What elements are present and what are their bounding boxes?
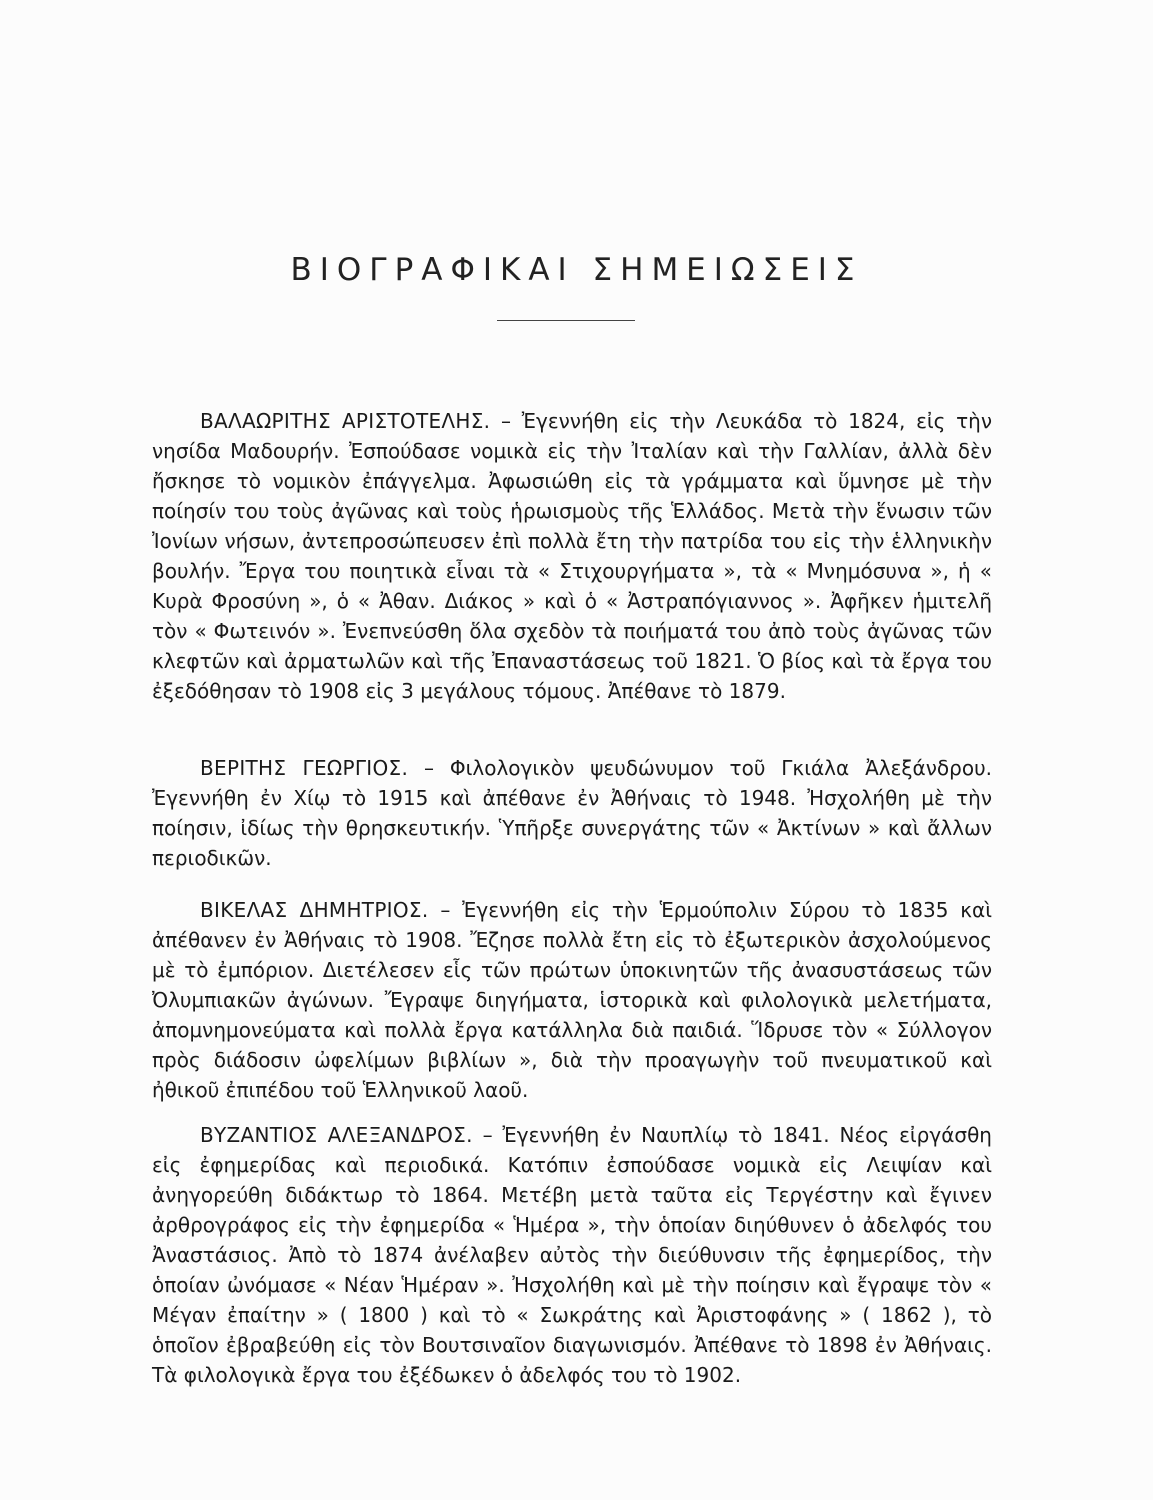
biography-entry — [152, 753, 992, 873]
entry-name: ΒΕΡΙΤΗΣ ΓΕΩΡΓΙΟΣ. — [200, 756, 409, 780]
entry-text: – Ἐγεννήθη ἐν Ναυπλίῳ τὸ 1841. Νέος εἰργάσθη εἰς ἐφημερίδας καὶ περιοδικά. Κατόπιν ἐσπούδασε νομικὰ εἰς Λειψίαν καὶ ἀνηγορεύθη διδάκτωρ τὸ 1864. Μετέβη μετὰ ταῦτα εἰς Τεργέστην καὶ ἔγινεν ἀρθρογράφος εἰς τὴν ἐφημερίδα « Ἡμέρα », τὴν ὁποίαν διηύθυνεν ὁ ἀδελφός του Ἀναστάσιος. Ἀπὸ τὸ 1874 ἀνέλαβεν αὐτὸς τὴν διεύθυνσιν τῆς ἐφημερίδος, τὴν ὁποίαν ὠνόμασε « Νέαν Ἡμέραν ». Ἠσχολήθη καὶ μὲ τὴν ποίησιν καὶ ἔγραψε τὸν « Μέγαν ἐπαίτην » ( 1800 ) καὶ τὸ « Σωκράτης καὶ Ἀριστοφάνης » ( 1862 ), τὸ ὁποῖον ἐβραβεύθη εἰς τὸν Βουτσιναῖον διαγωνισμόν. Ἀπέθανε τὸ 1898 ἐν Ἀθήναις. Τὰ φιλολογικὰ ἔργα του ἐξέδωκεν ὁ ἀδελφός του τὸ 1902. — [152, 1123, 992, 1387]
entry-name: ΒΑΛΑΩΡΙΤΗΣ ΑΡΙΣΤΟΤΕΛΗΣ. — [200, 409, 491, 433]
entry-name: ΒΥΖΑΝΤΙΟΣ ΑΛΕΞΑΝΔΡΟΣ. — [200, 1123, 473, 1147]
entry-text: – Ἐγεννήθη εἰς τὴν Ἑρμούπολιν Σύρου τὸ 1835 καὶ ἀπέθανεν ἐν Ἀθήναις τὸ 1908. Ἔζησε πολλὰ ἔτη εἰς τὸ ἐξωτερικὸν ἀσχολούμενος μὲ τὸ ἐμπόριον. Διετέλεσεν εἷς τῶν πρώτων ὑποκινητῶν τῆς ἀνασυστάσεως τῶν Ὀλυμπιακῶν ἀγώνων. Ἔγραψε διηγήματα, ἱστορικὰ καὶ φιλολογικὰ μελετήματα, ἀπομνημονεύματα καὶ πολλὰ ἔργα κατάλληλα διὰ παιδιά. Ἵδρυσε τὸν « Σύλλογον πρὸς διάδοσιν ὠφελίμων βιβλίων », διὰ τὴν προαγωγὴν τοῦ πνευματικοῦ καὶ ἠθικοῦ ἐπιπέδου τοῦ Ἑλληνικοῦ λαοῦ. — [152, 898, 992, 1102]
biography-entry — [152, 1120, 992, 1390]
entry-text: – Φιλολογικὸν ψευδώνυμον τοῦ Γκιάλα Ἀλεξάνδρου. Ἐγεννήθη ἐν Χίῳ τὸ 1915 καὶ ἀπέθανε ἐν Ἀθήναις τὸ 1948. Ἠσχολήθη μὲ τὴν ποίησιν, ἰδίως τὴν θρησκευτικήν. Ὑπῆρξε συνεργάτης τῶν « Ἀκτίνων » καὶ ἄλλων περιοδικῶν. — [152, 756, 993, 870]
entry-text: – Ἐγεννήθη εἰς τὴν Λευκάδα τὸ 1824, εἰς τὴν νησίδα Μαδουρήν. Ἐσπούδασε νομικὰ εἰς τὴν Ἰταλίαν καὶ τὴν Γαλλίαν, ἀλλὰ δὲν ἤσκησε τὸ νομικὸν ἐπάγγελμα. Ἀφωσιώθη εἰς τὰ γράμματα καὶ ὕμνησε μὲ τὴν ποίησίν του τοὺς ἀγῶνας καὶ τοὺς ἡρωισμοὺς τῆς Ἑλλάδος. Μετὰ τὴν ἕνωσιν τῶν Ἰονίων νήσων, ἀντεπροσώπευσεν ἐπὶ πολλὰ ἔτη τὴν πατρίδα του εἰς τὴν ἑλληνικὴν βουλήν. Ἔργα του ποιητικὰ εἶναι τὰ « Στιχουργήματα », τὰ « Μνημόσυνα », ἡ « Κυρὰ Φροσύνη », ὁ « Ἀθαν. Διάκος » καὶ ὁ « Ἀστραπόγιαννος ». Ἀφῆκεν ἡμιτελῆ τὸν « Φωτεινόν ». Ἐνεπνεύσθη ὅλα σχεδὸν τὰ ποιήματά του ἀπὸ τοὺς ἀγῶνας τῶν κλεφτῶν καὶ ἀρματωλῶν καὶ τῆς Ἐπαναστάσεως τοῦ 1821. Ὁ βίος καὶ τὰ ἔργα του ἐξεδόθησαν τὸ 1908 εἰς 3 μεγάλους τόμους. Ἀπέθανε τὸ 1879. — [152, 409, 992, 703]
entry-name: ΒΙΚΕΛΑΣ ΔΗΜΗΤΡΙΟΣ. — [200, 898, 429, 922]
biography-entry — [152, 895, 992, 1105]
page-title: ΒΙΟΓΡΑΦΙΚΑΙ ΣΗΜΕΙΩΣΕΙΣ — [290, 252, 863, 288]
biography-entry — [152, 406, 992, 706]
title-divider — [497, 320, 635, 321]
